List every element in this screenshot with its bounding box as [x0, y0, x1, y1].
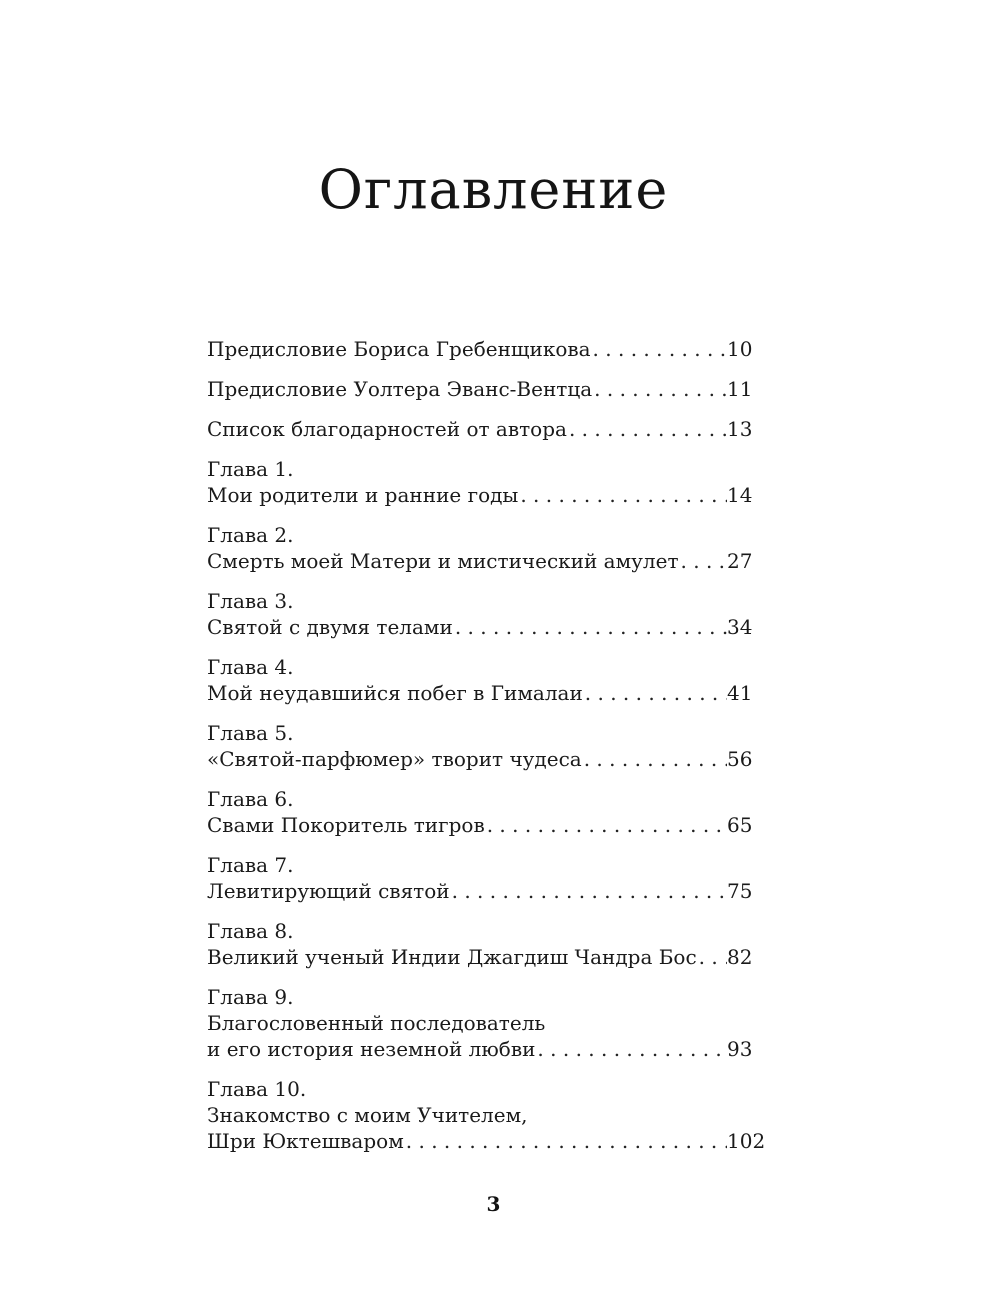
toc-entry-title: Великий ученый Индии Джагдиш Чандра Бос: [207, 945, 697, 969]
chapter-label: Глава 1.: [207, 457, 294, 481]
dot-leader: [518, 482, 727, 508]
toc-entry-title: Мой неудавшийся побег в Гималаи: [207, 681, 583, 705]
dot-leader: [697, 944, 727, 970]
toc-entry-line: [207, 376, 751, 402]
toc-entry-title: Святой с двумя телами: [207, 615, 453, 639]
toc-page-number: 41: [727, 681, 753, 705]
dot-leader: [453, 614, 727, 640]
toc-page-number: 102: [727, 1129, 766, 1153]
toc-entry-title-line: Знакомство с моим Учителем,: [207, 1103, 528, 1127]
page-number: 3: [486, 1192, 501, 1216]
toc-page-number: 13: [727, 417, 753, 441]
toc-page-number: 75: [727, 879, 753, 903]
toc-page-number: 11: [727, 377, 753, 401]
toc-entry-line: [207, 614, 751, 640]
toc-entry[interactable]: [207, 336, 767, 362]
toc-entry[interactable]: [207, 456, 767, 508]
toc-entry[interactable]: [207, 852, 767, 904]
toc-entry-title-line: Благословенный последователь: [207, 1011, 546, 1035]
chapter-label: Глава 2.: [207, 523, 294, 547]
toc-page-number: 10: [727, 337, 753, 361]
toc-entry-title: Левитирующий святой: [207, 879, 450, 903]
dot-leader: [404, 1128, 727, 1154]
toc-entry-line: [207, 878, 751, 904]
toc-entry-title: Список благодарностей от автора: [207, 417, 567, 441]
toc-entry-line: [207, 548, 751, 574]
chapter-label: Глава 7.: [207, 853, 294, 877]
toc-entry[interactable]: [207, 1076, 767, 1154]
toc-entry[interactable]: [207, 522, 767, 574]
toc-entry-title: Смерть моей Матери и мистический амулет: [207, 549, 679, 573]
dot-leader: [582, 746, 727, 772]
dot-leader: [583, 680, 727, 706]
toc-page-number: 14: [727, 483, 753, 507]
toc-entry-title: и его история неземной любви: [207, 1037, 536, 1061]
toc-entry-title: Предисловие Бориса Гребенщикова: [207, 337, 591, 361]
chapter-label: Глава 4.: [207, 655, 294, 679]
toc-entry[interactable]: [207, 786, 767, 838]
chapter-label: Глава 6.: [207, 787, 294, 811]
toc-entry-line: [207, 944, 751, 970]
toc-entry-title: Шри Юктешваром: [207, 1129, 404, 1153]
chapter-label: Глава 9.: [207, 985, 294, 1009]
dot-leader: [450, 878, 727, 904]
toc-entry-line: [207, 482, 751, 508]
toc-entry-line: [207, 812, 751, 838]
table-of-contents: [207, 336, 767, 1168]
toc-page-number: 56: [727, 747, 753, 771]
toc-entry-line: [207, 1036, 751, 1062]
toc-entry-title: Мои родители и ранние годы: [207, 483, 519, 507]
toc-page-number: 27: [727, 549, 753, 573]
toc-entry[interactable]: [207, 918, 767, 970]
dot-leader: [679, 548, 727, 574]
toc-entry-line: [207, 416, 751, 442]
chapter-label: Глава 5.: [207, 721, 294, 745]
chapter-label: Глава 10.: [207, 1077, 307, 1101]
dot-leader: [591, 336, 727, 362]
toc-entry[interactable]: [207, 654, 767, 706]
dot-leader: [567, 416, 727, 442]
chapter-label: Глава 3.: [207, 589, 294, 613]
toc-entry-title: Свами Покоритель тигров: [207, 813, 485, 837]
toc-entry-line: [207, 336, 751, 362]
toc-entry[interactable]: [207, 984, 767, 1062]
dot-leader: [485, 812, 727, 838]
toc-entry-title: Предисловие Уолтера Эванс-Вентца: [207, 377, 593, 401]
toc-entry-line: [207, 1128, 766, 1154]
toc-entry-line: [207, 680, 751, 706]
toc-entry[interactable]: [207, 588, 767, 640]
dot-leader: [592, 376, 727, 402]
toc-entry-line: [207, 746, 751, 772]
toc-entry[interactable]: [207, 720, 767, 772]
toc-page-number: 34: [727, 615, 753, 639]
toc-entry[interactable]: [207, 376, 767, 402]
toc-page-number: 65: [727, 813, 753, 837]
toc-page-number: 82: [727, 945, 753, 969]
page-title: Оглавление: [318, 158, 669, 221]
chapter-label: Глава 8.: [207, 919, 294, 943]
dot-leader: [535, 1036, 727, 1062]
toc-page-number: 93: [727, 1037, 753, 1061]
toc-entry[interactable]: [207, 416, 767, 442]
toc-entry-title: «Святой-парфюмер» творит чудеса: [207, 747, 582, 771]
